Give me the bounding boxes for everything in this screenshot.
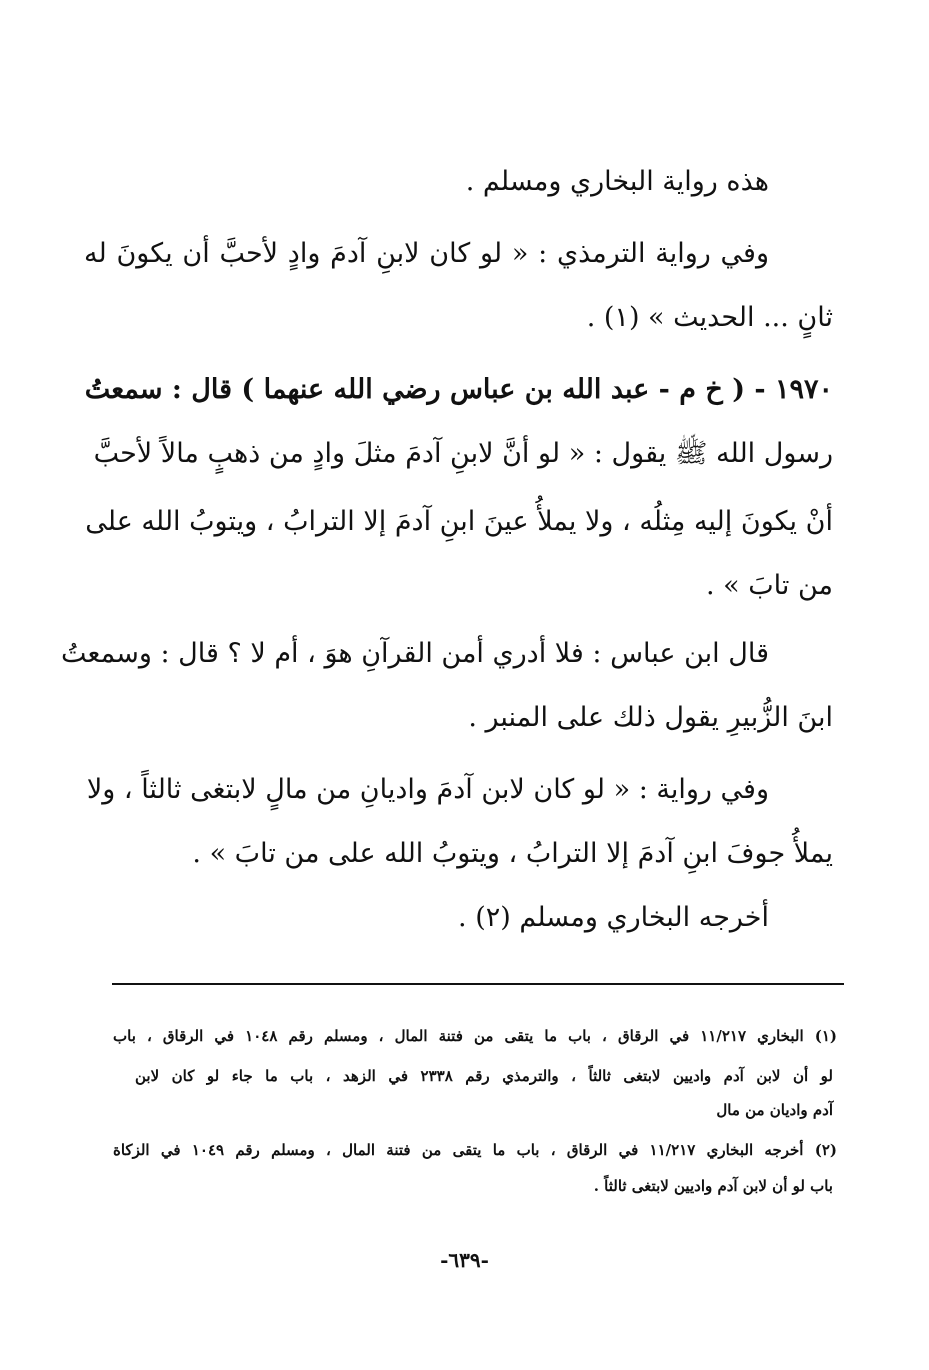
text-line: قال ابن عباس : فلا أدري أمن القرآنِ هوَ ، أم لا ؟ قال : وسمعتُ bbox=[61, 638, 769, 669]
hadith-heading-line: ١٩٧٠ - ( خ م - عبد الله بن عباس رضي الله عنهما ) قال : سمعتُ bbox=[84, 374, 833, 405]
text-line: وفي رواية الترمذي : « لو كان لابنِ آدمَ وادٍ لأحبَّ أن يكونَ له bbox=[84, 238, 769, 269]
footnote-line: لو أن لابن آدم واديين لابتغى ثالثاً ، والترمذي رقم ٢٣٣٨ في الزهد ، باب ما جاء لو كان لابن bbox=[135, 1067, 834, 1085]
text-line: أخرجه البخاري ومسلم (٢) . bbox=[458, 902, 769, 933]
footnote-line: آدم واديان من مال bbox=[716, 1101, 833, 1119]
text-line: رسول الله ﷺ يقول : « لو أنَّ لابنِ آدمَ مثلَ وادٍ من ذهبٍ مالاً لأحبَّ bbox=[93, 438, 833, 469]
text-line: وفي رواية : « لو كان لابن آدمَ واديانِ من مالٍ لابتغى ثالثاً ، ولا bbox=[86, 774, 769, 805]
text-line: ثانٍ ... الحديث » (١) . bbox=[586, 302, 833, 333]
footnote-line: (٢) أخرجه البخاري ١١/٢١٧ في الرقاق ، باب ما يتقى من فتنة المال ، ومسلم رقم ١٠٤٩ في الزكاة bbox=[113, 1141, 837, 1159]
footnote-divider bbox=[112, 983, 844, 985]
text-line: ابنَ الزُّبيرِ يقول ذلك على المنبر . bbox=[468, 702, 833, 733]
text-line: أنْ يكونَ إليه مِثلُه ، ولا يملأُ عينَ ابنِ آدمَ إلا الترابُ ، ويتوبُ الله على bbox=[85, 506, 833, 537]
text-line: من تابَ » . bbox=[705, 570, 833, 601]
footnote-line: (١) البخاري ١١/٢١٧ في الرقاق ، باب ما يتقى من فتنة المال ، ومسلم رقم ١٠٤٨ في الرقاق ، باب bbox=[113, 1027, 837, 1045]
footnote-line: باب لو أن لابن آدم واديين لابتغى ثالثاً . bbox=[593, 1177, 833, 1195]
page-number: -٦٣٩- bbox=[440, 1248, 489, 1272]
text-line: هذه رواية البخاري ومسلم . bbox=[465, 166, 769, 197]
text-line: يملأُ جوفَ ابنِ آدمَ إلا الترابُ ، ويتوبُ الله على من تابَ » . bbox=[192, 838, 833, 869]
